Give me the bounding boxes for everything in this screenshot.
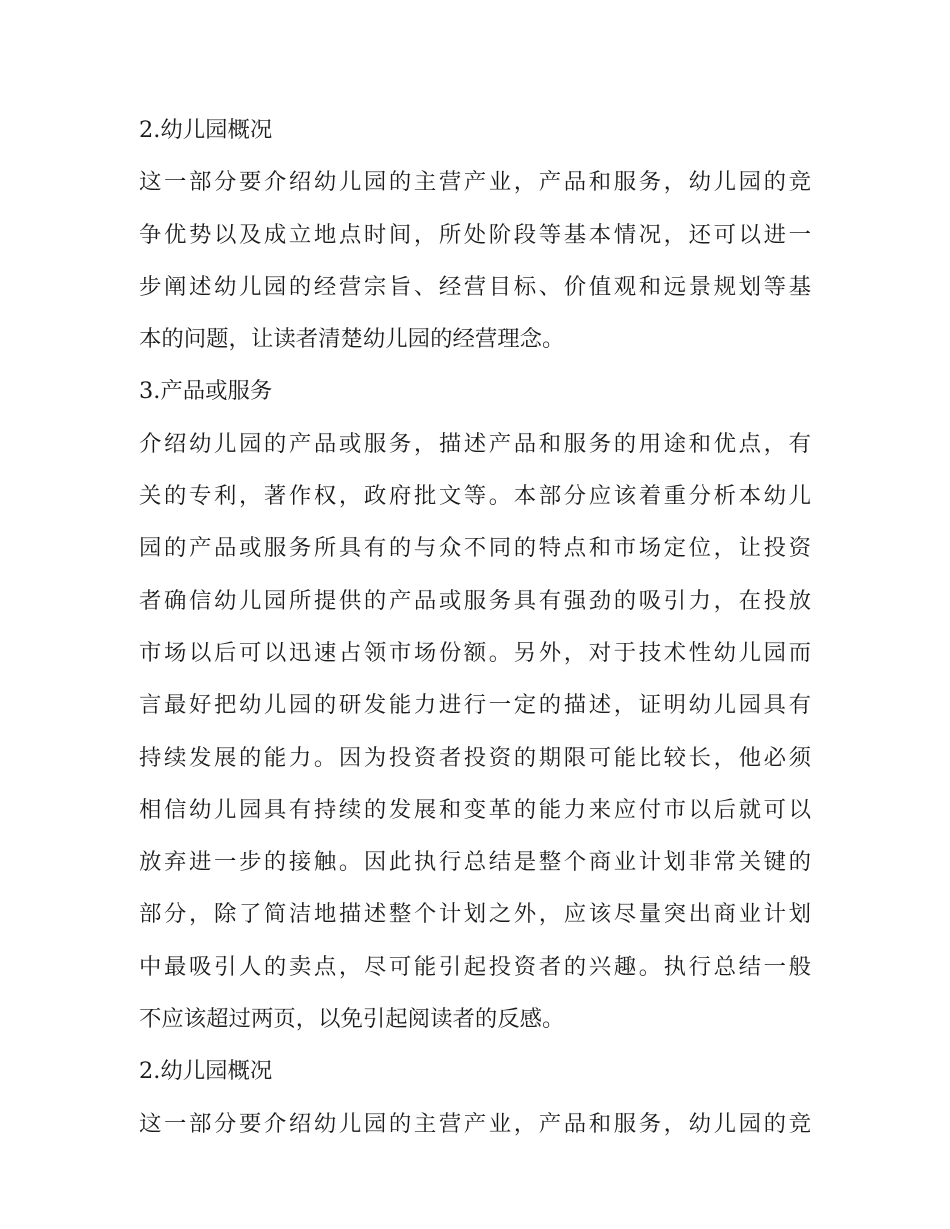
paragraph-line: 步阐述幼儿园的经营宗旨、经营目标、价值观和远景规划等基 (139, 273, 811, 300)
paragraph-line: 部分，除了简洁地描述整个计划之外，应该尽量突出商业计划 (139, 901, 811, 928)
paragraph-line: 这一部分要介绍幼儿园的主营产业，产品和服务，幼儿园的竞 (139, 169, 811, 196)
paragraph-line: 言最好把幼儿园的研发能力进行一定的描述，证明幼儿园具有 (139, 692, 811, 719)
paragraph-line: 这一部分要介绍幼儿园的主营产业，产品和服务，幼儿园的竞 (139, 1110, 811, 1137)
paragraph-line: 介绍幼儿园的产品或服务，描述产品和服务的用途和优点，有 (139, 430, 811, 457)
paragraph-line: 相信幼儿园具有持续的发展和变革的能力来应付市以后就可以 (139, 796, 811, 823)
paragraph-line: 园的产品或服务所具有的与众不同的特点和市场定位，让投资 (139, 535, 811, 562)
paragraph-line: 不应该超过两页，以免引起阅读者的反感。 (139, 1006, 565, 1033)
document-body (139, 104, 811, 1150)
paragraph-line: 者确信幼儿园所提供的产品或服务具有强劲的吸引力，在投放 (139, 587, 811, 614)
paragraph-line: 放弃进一步的接触。因此执行总结是整个商业计划非常关键的 (139, 849, 811, 876)
paragraph-line: 持续发展的能力。因为投资者投资的期限可能比较长，他必须 (139, 744, 811, 771)
section-heading-overview-repeat: 2.幼儿园概况 (139, 1058, 273, 1085)
section-heading-products: 3.产品或服务 (139, 378, 273, 405)
paragraph-line: 本的问题，让读者清楚幼儿园的经营理念。 (139, 326, 565, 353)
section-heading-overview: 2.幼儿园概况 (139, 117, 273, 143)
paragraph-line: 市场以后可以迅速占领市场份额。另外，对于技术性幼儿园而 (139, 639, 811, 666)
paragraph-line: 中最吸引人的卖点，尽可能引起投资者的兴趣。执行总结一般 (139, 953, 811, 980)
paragraph-line: 争优势以及成立地点时间，所处阶段等基本情况，还可以进一 (139, 221, 811, 248)
paragraph-line: 关的专利，著作权，政府批文等。本部分应该着重分析本幼儿 (139, 483, 811, 510)
